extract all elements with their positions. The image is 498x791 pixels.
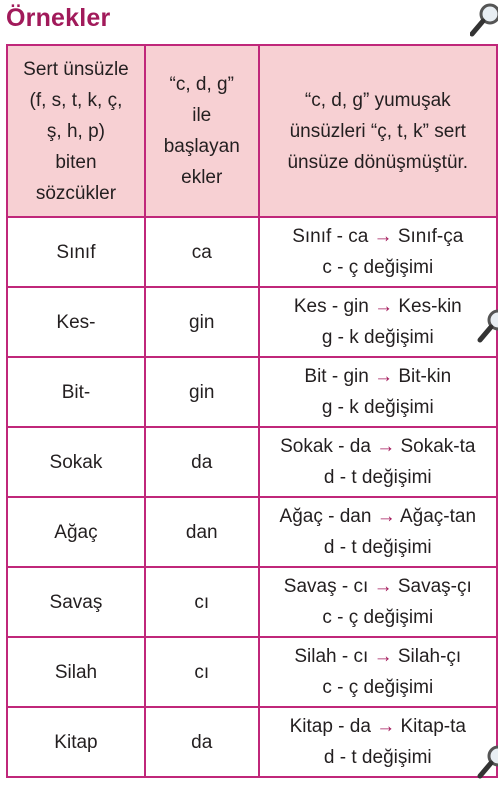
table-row — [7, 567, 497, 637]
arrow-icon: → — [376, 716, 396, 737]
example-line — [260, 291, 496, 322]
change-cell — [259, 287, 497, 357]
word-cell — [7, 707, 145, 777]
suffix-text: da — [191, 731, 213, 753]
word-text: Bit- — [61, 381, 91, 403]
example-right: Bit-kin — [398, 366, 452, 387]
example-right: Kitap-ta — [400, 716, 466, 737]
suffix-cell — [145, 497, 259, 567]
example-left: Ağaç - dan — [279, 506, 372, 527]
word-cell — [7, 637, 145, 707]
examples-table — [6, 44, 498, 778]
header-line: sözcükler — [35, 182, 117, 204]
header-line: biten — [55, 151, 97, 173]
header-hard-consonant-words — [7, 45, 145, 217]
header-line: Sert ünsüzle — [23, 58, 129, 80]
header-line: “c, d, g” — [169, 74, 234, 95]
magnifier-icon — [476, 306, 498, 346]
header-line: ünsüze dönüşmüştür. — [287, 151, 469, 173]
header-line: ş, h, p) — [46, 120, 105, 142]
change-cell — [259, 427, 497, 497]
example-line — [260, 431, 496, 462]
table-row — [7, 357, 497, 427]
example-left: Sokak - da — [280, 436, 371, 457]
word-cell — [7, 287, 145, 357]
header-line: (f, s, t, k, ç, — [29, 89, 123, 111]
table-row — [7, 707, 497, 777]
magnifier-icon — [476, 742, 498, 782]
arrow-icon: → — [374, 296, 394, 317]
word-text: Ağaç — [54, 521, 98, 543]
change-cell — [259, 497, 497, 567]
suffix-cell — [145, 567, 259, 637]
magnifier-icon — [470, 0, 498, 40]
suffix-cell — [145, 637, 259, 707]
example-right: Sınıf-ça — [397, 226, 464, 247]
example-left: Bit - gin — [304, 366, 369, 387]
example-line — [260, 641, 496, 672]
suffix-text: da — [191, 451, 213, 473]
suffix-text: gin — [189, 381, 215, 403]
arrow-icon: → — [373, 226, 393, 247]
change-text: c - ç değişimi — [322, 607, 434, 628]
example-left: Silah - cı — [294, 646, 369, 667]
suffix-text: dan — [185, 521, 218, 543]
word-cell — [7, 357, 145, 427]
example-left: Kes - gin — [293, 296, 369, 317]
change-text: g - k değişimi — [321, 327, 434, 348]
table-row — [7, 287, 497, 357]
header-line: başlayan — [163, 136, 240, 157]
change-text: c - ç değişimi — [322, 257, 434, 278]
header-line: “c, d, g” yumuşak — [304, 89, 451, 111]
example-right: Kes-kin — [398, 296, 462, 317]
suffix-text: cı — [194, 661, 210, 683]
change-cell — [259, 567, 497, 637]
word-text: Sınıf — [56, 241, 96, 263]
change-cell — [259, 707, 497, 777]
page-title: Örnekler — [6, 4, 111, 32]
word-text: Silah — [54, 661, 98, 683]
word-text: Kitap — [54, 731, 98, 753]
suffix-cell — [145, 427, 259, 497]
arrow-icon: → — [373, 576, 393, 597]
word-text: Savaş — [49, 591, 103, 613]
example-line — [260, 501, 496, 532]
example-right: Ağaç-tan — [399, 506, 477, 527]
change-text: d - t değişimi — [323, 467, 432, 488]
suffix-text: gin — [189, 311, 215, 333]
arrow-icon: → — [376, 436, 396, 457]
header-cdg-suffixes — [145, 45, 259, 217]
example-right: Savaş-çı — [397, 576, 472, 597]
example-line — [260, 711, 496, 742]
word-text: Kes- — [56, 311, 96, 333]
example-right: Sokak-ta — [400, 436, 476, 457]
word-cell — [7, 497, 145, 567]
example-line — [260, 221, 496, 252]
table-row — [7, 217, 497, 287]
change-text: c - ç değişimi — [322, 677, 434, 698]
suffix-text: cı — [194, 591, 210, 613]
header-line: ekler — [181, 167, 223, 188]
suffix-cell — [145, 707, 259, 777]
example-left: Savaş - cı — [283, 576, 369, 597]
arrow-icon: → — [376, 506, 396, 527]
header-line: ile — [192, 105, 212, 126]
table-row — [7, 427, 497, 497]
change-text: g - k değişimi — [321, 397, 434, 418]
example-right: Silah-çı — [397, 646, 462, 667]
suffix-cell — [145, 357, 259, 427]
example-left: Kitap - da — [289, 716, 371, 737]
table-header-row — [7, 45, 497, 217]
example-line — [260, 571, 496, 602]
header-sound-change — [259, 45, 497, 217]
table-row — [7, 637, 497, 707]
word-cell — [7, 217, 145, 287]
change-text: d - t değişimi — [323, 747, 432, 768]
word-text: Sokak — [49, 451, 103, 473]
change-cell — [259, 637, 497, 707]
suffix-cell — [145, 217, 259, 287]
word-cell — [7, 427, 145, 497]
header-line: ünsüzleri “ç, t, k” sert — [289, 120, 466, 142]
arrow-icon: → — [374, 366, 394, 387]
word-cell — [7, 567, 145, 637]
change-cell — [259, 217, 497, 287]
example-left: Sınıf - ca — [292, 226, 369, 247]
table-row — [7, 497, 497, 567]
arrow-icon: → — [373, 646, 393, 667]
change-text: d - t değişimi — [323, 537, 432, 558]
suffix-cell — [145, 287, 259, 357]
suffix-text: ca — [191, 241, 212, 263]
example-line — [260, 361, 496, 392]
change-cell — [259, 357, 497, 427]
